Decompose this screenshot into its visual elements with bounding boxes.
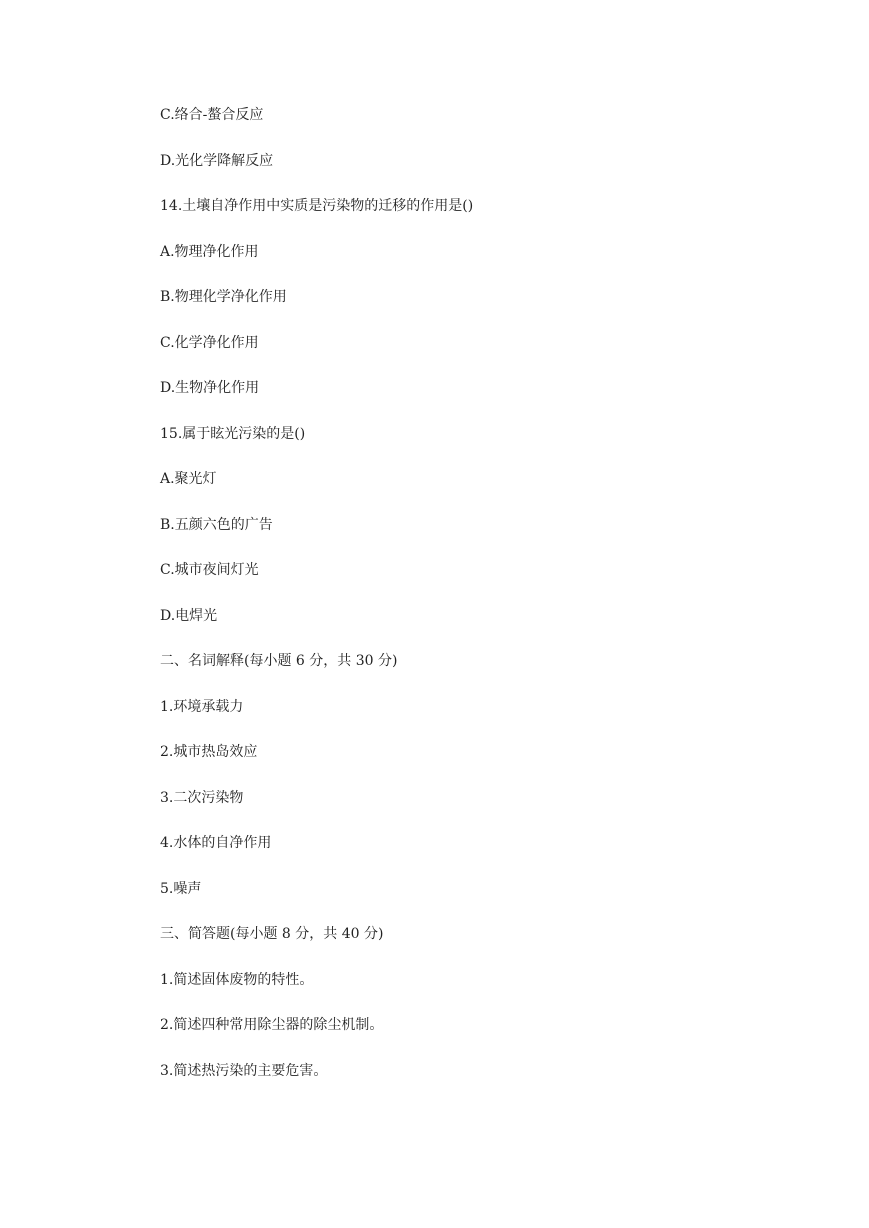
term-3: 3.二次污染物 — [160, 790, 244, 806]
option-13c: C.络合-螯合反应 — [160, 107, 264, 123]
option-15b: B.五颜六色的广告 — [160, 517, 273, 533]
question-14: 14.土壤自净作用中实质是污染物的迁移的作用是() — [160, 198, 474, 214]
option-13d: D.光化学降解反应 — [160, 153, 274, 169]
term-4: 4.水体的自净作用 — [160, 835, 272, 851]
section-heading-2: 二、名词解释(每小题 6 分，共 30 分) — [160, 653, 398, 669]
option-15d: D.电焊光 — [160, 608, 218, 624]
question-15: 15.属于眩光污染的是() — [160, 426, 306, 442]
term-2: 2.城市热岛效应 — [160, 744, 258, 760]
short-answer-1: 1.简述固体废物的特性。 — [160, 972, 314, 988]
option-14c: C.化学净化作用 — [160, 335, 259, 351]
option-14a: A.物理净化作用 — [160, 244, 259, 260]
option-15a: A.聚光灯 — [160, 471, 217, 487]
short-answer-3: 3.简述热污染的主要危害。 — [160, 1063, 328, 1079]
section-heading-3: 三、简答题(每小题 8 分，共 40 分) — [160, 926, 384, 942]
term-5: 5.噪声 — [160, 881, 202, 897]
option-14d: D.生物净化作用 — [160, 380, 260, 396]
short-answer-2: 2.简述四种常用除尘器的除尘机制。 — [160, 1017, 384, 1033]
option-14b: B.物理化学净化作用 — [160, 289, 287, 305]
term-1: 1.环境承载力 — [160, 699, 244, 715]
option-15c: C.城市夜间灯光 — [160, 562, 259, 578]
